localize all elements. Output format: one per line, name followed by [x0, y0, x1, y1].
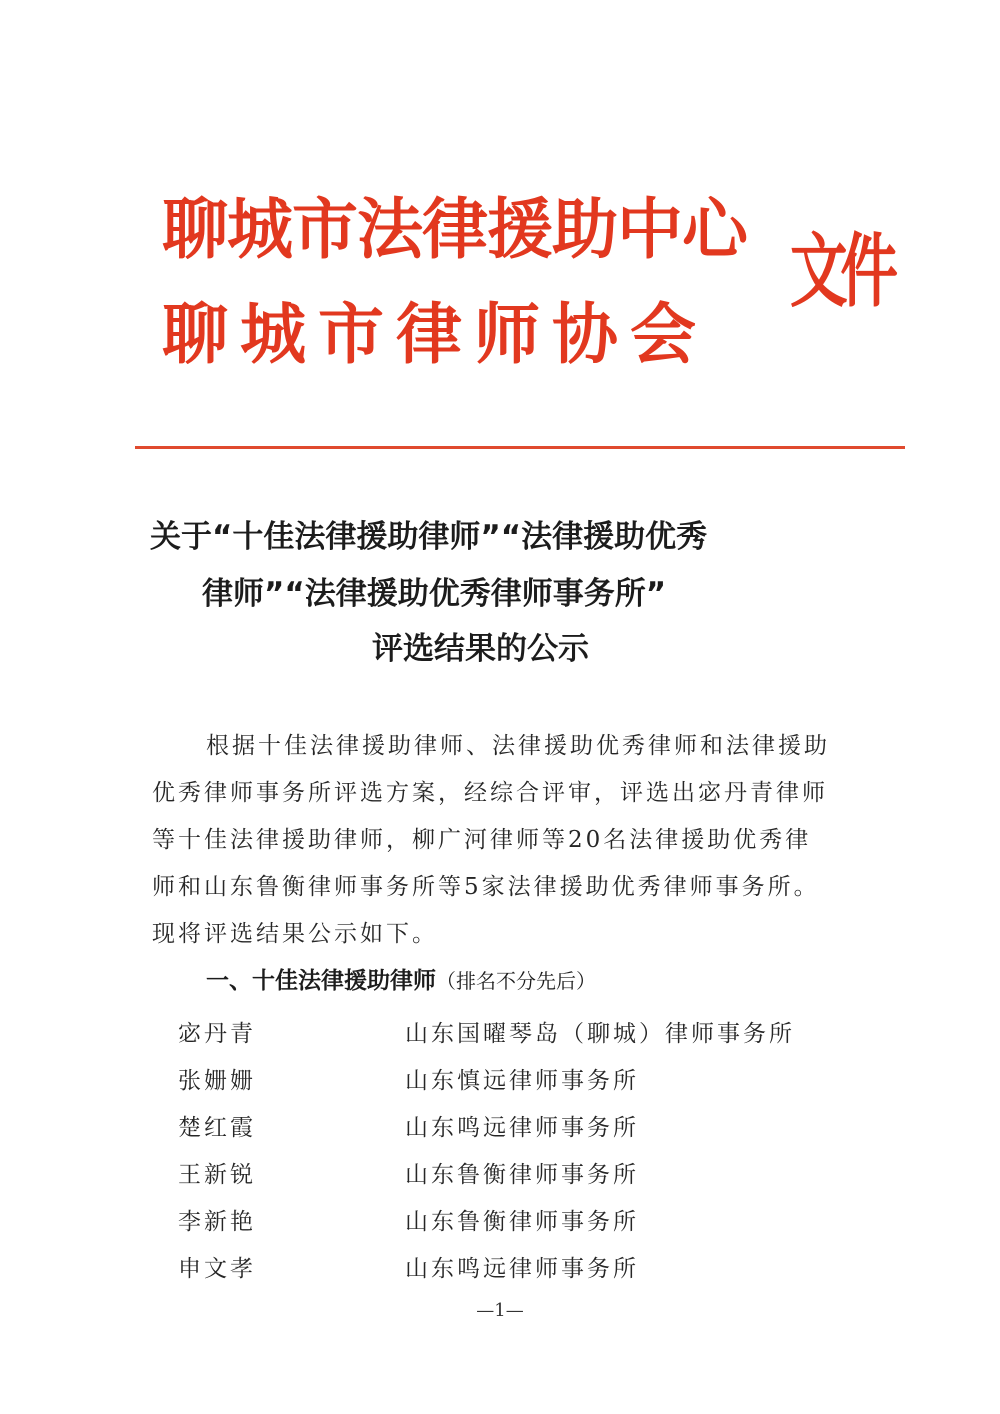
lawyer-name: 王新锐 [178, 1162, 256, 1188]
lawyer-name: 申文孝 [178, 1256, 256, 1282]
law-firm-name: 山东鸣远律师事务所 [405, 1256, 639, 1282]
page-number: —1— [476, 1300, 524, 1321]
section-heading-text: 一、十佳法律援助律师 [206, 968, 436, 994]
lawyer-name: 李新艳 [178, 1209, 256, 1235]
issuer-name-legal-aid-center: 聊城市法律援助中心 [162, 191, 747, 268]
law-firm-name: 山东鸣远律师事务所 [405, 1115, 639, 1141]
list-item [0, 1258, 1000, 1288]
lawyer-name: 宓丹青 [178, 1021, 256, 1047]
section-heading [206, 970, 596, 993]
law-firm-name: 山东慎远律师事务所 [405, 1068, 639, 1094]
list-item [0, 1117, 1000, 1147]
body-paragraph-line: 等十佳法律援助律师，柳广河律师等20名法律援助优秀律 [152, 827, 812, 853]
law-firm-name: 山东国曜琴岛（聊城）律师事务所 [405, 1021, 795, 1047]
section-heading-note: （排名不分先后） [436, 969, 596, 993]
list-item [0, 1023, 1000, 1053]
list-item [0, 1164, 1000, 1194]
law-firm-name: 山东鲁衡律师事务所 [405, 1162, 639, 1188]
lawyer-name: 楚红霞 [178, 1115, 256, 1141]
document-label: 文件 [790, 225, 891, 318]
lawyer-name: 张姗姗 [178, 1068, 256, 1094]
list-item [0, 1211, 1000, 1241]
red-divider-line [135, 446, 905, 449]
body-paragraph-line: 师和山东鲁衡律师事务所等5家法律援助优秀律师事务所。 [152, 874, 820, 900]
notice-title-line-1: 关于“十佳法律援助律师”“法律援助优秀 [150, 519, 708, 555]
body-paragraph-line: 根据十佳法律援助律师、法律援助优秀律师和法律援助 [206, 733, 830, 759]
notice-title-line-3: 评选结果的公示 [372, 631, 589, 667]
notice-title-line-2: 律师”“法律援助优秀律师事务所” [202, 576, 667, 612]
list-item [0, 1070, 1000, 1100]
law-firm-name: 山东鲁衡律师事务所 [405, 1209, 639, 1235]
issuer-name-lawyers-association: 聊城市律师协会 [162, 296, 708, 373]
body-paragraph-line: 现将评选结果公示如下。 [152, 921, 438, 947]
body-paragraph-line: 优秀律师事务所评选方案，经综合评审，评选出宓丹青律师 [152, 780, 828, 806]
